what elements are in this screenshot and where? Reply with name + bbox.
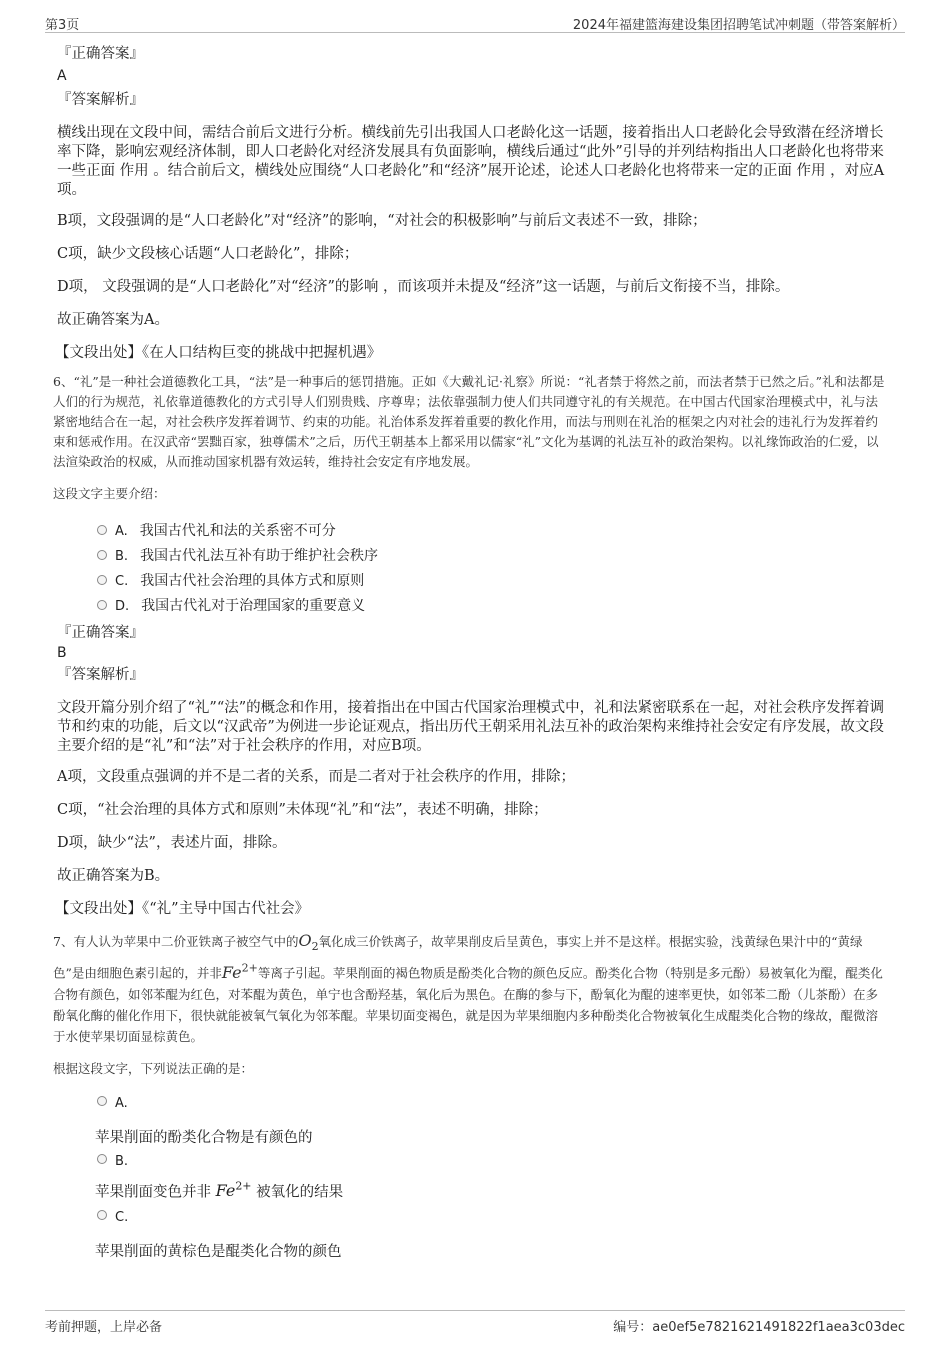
answer-value: B — [57, 645, 67, 661]
radio-icon[interactable] — [97, 550, 107, 560]
radio-icon[interactable] — [97, 1154, 107, 1164]
radio-icon[interactable] — [97, 525, 107, 535]
page-header — [45, 10, 905, 33]
option-b[interactable]: B. 苹果削面变色并非 $Fe^{2+}$ 被氧化的结果 — [95, 1153, 344, 1200]
question-stem: 6、“礼”是一种社会道德教化工具，“法”是一种事后的惩罚措施。正如《大戴礼记·礼察》所说：“礼者禁于将然之前，而法者禁于已然之后。”礼和法都是人们的行为规范，礼依靠道德教化的方式引导人们别贵贱、序尊卑；法依靠强制力使人们共同遵守礼的有关规范。在中国古代国家治理模式中，礼与法紧密地结合在一起，对社会秩序发挥着调节、约束的功能。礼治体系发挥着重要的教化作用，而法与刑则在礼治的框架之内对社会的违礼行为发挥着约束和惩戒作用。在汉武帝“罢黜百家，独尊儒术”之后，历代王朝基本上都采用以儒家“礼”文化为基调的礼法互补的政治架构。以礼缘饰政治的仁爱，以法渲染政治的权威，从而推动国家机器有效运转，维持社会安定有序地发展。 — [53, 374, 885, 469]
document-title: 2024年福建篮海建设集团招聘笔试冲刺题（带答案解析） — [572, 18, 905, 33]
option-c[interactable]: C. 我国古代社会治理的具体方式和原则 — [97, 569, 887, 594]
analysis-option-d: D项， 文段强调的是“人口老龄化”对“经济”的影响 ，而该项并未提及“经济”这一话题，与前后文衔接不当，排除。 — [57, 279, 790, 295]
analysis-conclusion: 故正确答案为A。 — [57, 312, 169, 328]
analysis-option-d: D项，缺少“法”，表述片面，排除。 — [57, 835, 287, 851]
analysis-conclusion: 故正确答案为B。 — [57, 868, 170, 884]
document-code: 编号：ae0ef5e7821621491822f1aea3c03dec — [613, 1320, 905, 1335]
answer-label: 『正确答案』 — [57, 625, 144, 641]
option-list — [57, 519, 887, 619]
o2-formula: $O_2$ — [298, 931, 319, 954]
radio-icon[interactable] — [97, 1096, 107, 1106]
answer-value: A — [57, 68, 67, 84]
option-a[interactable]: A. 苹果削面的酚类化合物是有颜色的 — [95, 1095, 313, 1146]
analysis-option-b: B项，文段强调的是“人口老龄化”对“经济”的影响，“对社会的积极影响”与前后文表述不一致，排除； — [57, 213, 707, 229]
option-a[interactable]: A. 我国古代礼和法的关系密不可分 — [97, 519, 887, 544]
footer-slogan: 考前押题，上岸必备 — [45, 1320, 163, 1335]
analysis-text: 文段开篇分别介绍了“礼”“法”的概念和作用，接着指出在中国古代国家治理模式中，礼和法紧密联系在一起，对社会秩序发挥着调节和约束的功能，后文以“汉武帝”为例进一步论证观点，指出历代王朝采用礼法互补的政治架构来维持社会安定有序发展，故文段主要介绍的是“礼”和“法”对于社会秩序的作用，对应B项。 — [57, 700, 885, 754]
analysis-option-c: C项，“社会治理的具体方式和原则”未体现“礼”和“法”，表述不明确，排除； — [57, 802, 548, 818]
question-prompt: 这段文字主要介绍： — [53, 486, 166, 501]
page-number: 第3页 — [45, 18, 80, 33]
fe-ion-formula: $Fe^{2+}$ — [221, 961, 258, 982]
document-body — [53, 44, 887, 1261]
radio-icon[interactable] — [97, 575, 107, 585]
passage-source: 【文段出处】《在人口结构巨变的挑战中把握机遇》 — [55, 345, 382, 361]
analysis-text: 横线出现在文段中间，需结合前后文进行分析。横线前先引出我国人口老龄化这一话题，接着指出人口老龄化会导致潜在经济增长率下降，影响宏观经济体制，即人口老龄化对经济发展具有负面影响，横线后通过“此外”引导的并列结构指出人口老龄化也将带来一些正面 作用 。结合前后文，横线处应围绕“人口老龄化”和“经济”展开论述，论述人口老龄化也将带来一定的正面 作用 ，对应A项。 — [57, 125, 885, 198]
question-prompt: 根据这段文字，下列说法正确的是： — [53, 1060, 254, 1076]
fe-ion-formula: $Fe^{2+}$ — [215, 1179, 252, 1200]
analysis-option-c: C项，缺少文段核心话题“人口老龄化”，排除； — [57, 246, 359, 262]
question-stem: 7、有人认为苹果中二价亚铁离子被空气中的$O_2$氧化成三价铁离子，故苹果削皮后呈黄色，事实上并不是这样。根据实验，浅黄绿色果汁中的“黄绿色”是由细胞色素引起的，并非$Fe^{2+}$等离子引起。苹果削面的褐色物质是酚类化合物的颜色反应。酚类化合物（特别是多元酚）易被氧化为醌，醌类化合物有颜色，如邻苯醌为红色，对苯醌为黄色，单宁也含酚羟基，氧化后为黑色。在酶的参与下，酚氧化为醌的速率更快，如邻苯二酚（儿茶酚）在多酚氧化酶的催化作用下，很快就能被氧气氧化为邻苯醌。苹果切面变褐色，就是因为苹果细胞内多种酚类化合物被氧化生成醌类化合物的缘故，醌微溶于水使苹果切面显棕黄色。 — [53, 931, 883, 1044]
radio-icon[interactable] — [97, 600, 107, 610]
option-c[interactable]: C. 苹果削面的黄棕色是醌类化合物的颜色 — [95, 1209, 342, 1260]
passage-source: 【文段出处】《“礼”主导中国古代社会》 — [55, 901, 310, 917]
radio-icon[interactable] — [97, 1210, 107, 1220]
analysis-option-a: A项，文段重点强调的并不是二者的关系，而是二者对于社会秩序的作用，排除； — [57, 769, 575, 785]
analysis-label: 『答案解析』 — [57, 667, 144, 683]
analysis-label: 『答案解析』 — [57, 92, 144, 108]
option-b[interactable]: B. 我国古代礼法互补有助于维护社会秩序 — [97, 544, 887, 569]
page-footer — [45, 1310, 905, 1335]
answer-label: 『正确答案』 — [57, 46, 144, 62]
option-d[interactable]: D. 我国古代礼对于治理国家的重要意义 — [97, 594, 887, 619]
